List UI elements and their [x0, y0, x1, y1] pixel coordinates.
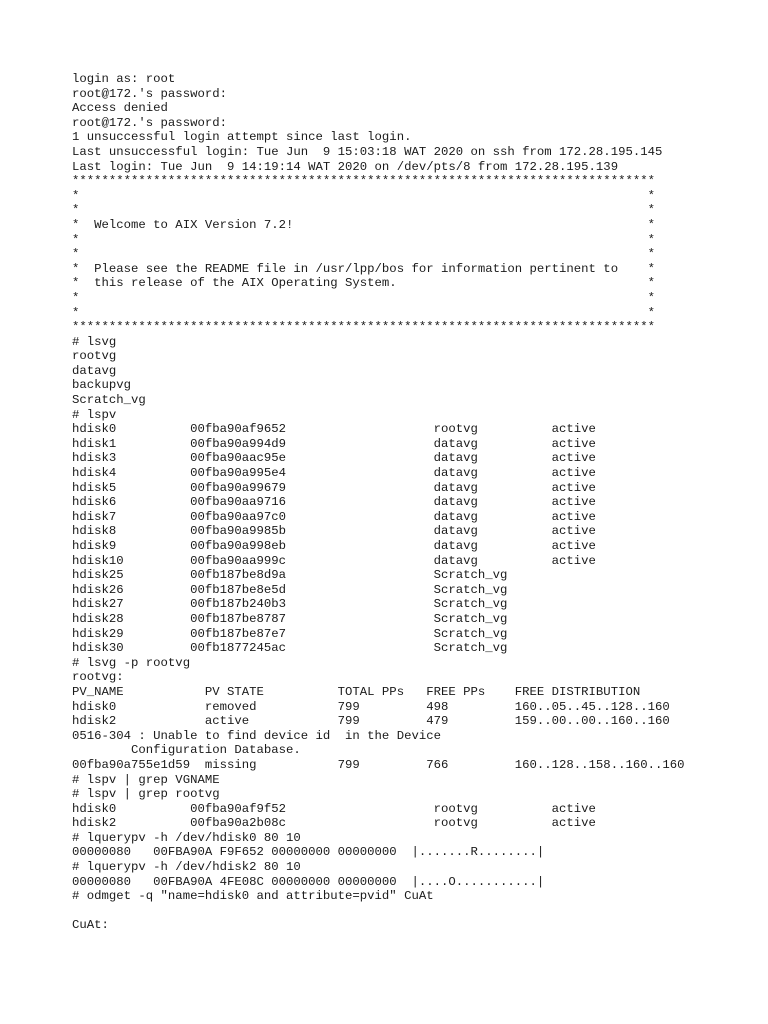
terminal-line: hdisk28 00fb187be8787 Scratch_vg	[72, 611, 508, 626]
terminal-line: # lspv | grep VGNAME	[72, 772, 220, 787]
terminal-line: hdisk4 00fba90a995e4 datavg active	[72, 466, 596, 481]
terminal-line: root@172.'s password:	[72, 86, 227, 101]
terminal-line: *******************************************************************************	[72, 320, 655, 335]
terminal-line: hdisk3 00fba90aac95e datavg active	[72, 451, 596, 466]
terminal-line: hdisk0 00fba90af9f52 rootvg active	[72, 801, 596, 816]
terminal-line	[72, 904, 685, 919]
terminal-line: * *	[72, 290, 655, 305]
terminal-line: * Welcome to AIX Version 7.2! *	[72, 217, 655, 232]
terminal-line: * *	[72, 247, 655, 262]
terminal-line: # lquerypv -h /dev/hdisk2 80 10	[72, 860, 301, 875]
terminal-line: 1 unsuccessful login attempt since last login.	[72, 130, 412, 145]
terminal-line: * *	[72, 305, 655, 320]
terminal-line: PV_NAME PV STATE TOTAL PPs FREE PPs FREE DISTRIBUTION	[72, 684, 641, 699]
terminal-line: *******************************************************************************	[72, 174, 655, 189]
terminal-line: hdisk7 00fba90aa97c0 datavg active	[72, 509, 596, 524]
terminal-line: # lsvg -p rootvg	[72, 655, 191, 670]
terminal-line: 00fba90a755e1d59 missing 799 766 160..128..158..160..160	[72, 757, 685, 772]
terminal-line: 00000080 00FBA90A 4FE08C 00000000 00000000 |....O...........|	[72, 874, 545, 889]
terminal-line: Last login: Tue Jun 9 14:19:14 WAT 2020 on /dev/pts/8 from 172.28.195.139	[72, 159, 619, 174]
terminal-line: hdisk30 00fb1877245ac Scratch_vg	[72, 641, 508, 656]
terminal-line: # lsvg	[72, 334, 117, 349]
terminal-line: hdisk8 00fba90a9985b datavg active	[72, 524, 596, 539]
terminal-line: Scratch_vg	[72, 393, 146, 408]
terminal-line: Last unsuccessful login: Tue Jun 9 15:03:18 WAT 2020 on ssh from 172.28.195.145	[72, 144, 663, 159]
terminal-line: Access denied	[72, 101, 168, 116]
terminal-line: hdisk27 00fb187b240b3 Scratch_vg	[72, 597, 508, 612]
terminal-line: # odmget -q "name=hdisk0 and attribute=pvid" CuAt	[72, 889, 434, 904]
terminal-line: hdisk0 00fba90af9652 rootvg active	[72, 422, 596, 437]
terminal-line: hdisk9 00fba90a998eb datavg active	[72, 539, 596, 553]
terminal-output	[72, 72, 685, 933]
terminal-line: rootvg:	[72, 670, 124, 685]
terminal-line: backupvg	[72, 378, 132, 393]
terminal-line: hdisk2 active 799 479 159..00..00..160..160	[72, 714, 670, 729]
terminal-line: # lspv | grep rootvg	[72, 787, 220, 802]
terminal-line: hdisk26 00fb187be8e5d Scratch_vg	[72, 582, 508, 597]
terminal-line: 00000080 00FBA90A F9F652 00000000 00000000 |.......R........|	[72, 845, 545, 860]
terminal-line: hdisk10 00fba90aa999c datavg active	[72, 553, 596, 568]
terminal-line: datavg	[72, 363, 117, 378]
terminal-line: * *	[72, 188, 655, 203]
terminal-line: hdisk5 00fba90a99679 datavg active	[72, 480, 596, 495]
terminal-line: hdisk6 00fba90aa9716 datavg active	[72, 495, 596, 510]
terminal-line: hdisk0 removed 799 498 160..05..45..128..160	[72, 699, 670, 714]
terminal-line: # lspv	[72, 407, 117, 422]
terminal-line: hdisk1 00fba90a994d9 datavg active	[72, 436, 596, 451]
terminal-line: * this release of the AIX Operating System. *	[72, 276, 655, 291]
terminal-line: * *	[72, 232, 655, 247]
terminal-line: # lquerypv -h /dev/hdisk0 80 10	[72, 830, 301, 845]
terminal-line: rootvg	[72, 349, 117, 364]
terminal-line: CuAt:	[72, 918, 109, 933]
terminal-line: hdisk29 00fb187be87e7 Scratch_vg	[72, 626, 508, 641]
terminal-line: hdisk25 00fb187be8d9a Scratch_vg	[72, 568, 508, 583]
terminal-line: hdisk2 00fba90a2b08c rootvg active	[72, 816, 596, 831]
terminal-line: root@172.'s password:	[72, 115, 227, 130]
terminal-line: * *	[72, 203, 655, 218]
terminal-line: Configuration Database.	[72, 743, 301, 758]
terminal-line: * Please see the README file in /usr/lpp/bos for information pertinent to *	[72, 261, 655, 276]
terminal-line: 0516-304 : Unable to find device id in the Device	[72, 728, 441, 743]
terminal-line: login as: root	[72, 72, 176, 86]
